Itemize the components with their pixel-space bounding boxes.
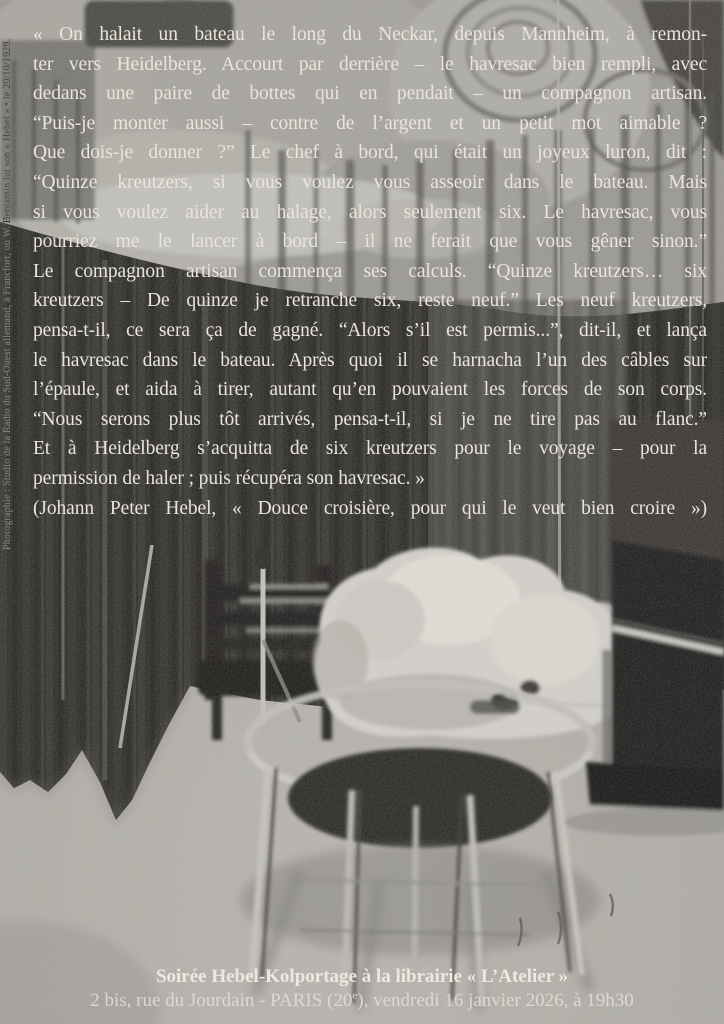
- arrondissement-superscript: e: [352, 989, 358, 1002]
- event-title: Soirée Hebel-Kolportage à la librairie « L’Atelier »: [155, 966, 569, 987]
- quote-line: “Quinze kreutzers, si vous voulez vous asseoir dans le bateau. Mais: [33, 171, 707, 193]
- address-prefix: 2 bis, rue du Jourdain - PARIS (20: [90, 990, 353, 1011]
- photo-credit: Photographie : Studio de la Radio du Sud-Ouest allemand, à Francfort, où W. Benjamin lut son « Hebel » • le 20/10/1929.: [2, 38, 13, 550]
- quote-line: Que dois-je donner ?” Le chef à bord, qui était un joyeux luron, dit :: [33, 142, 707, 164]
- quote-attribution: (Johann Peter Hebel, « Douce croisière, pour qui le veut bien croire »): [33, 497, 707, 519]
- quote-line: Et à Heidelberg s’acquitta de six kreutzers pour le voyage – pour la: [33, 438, 707, 460]
- event-address-date: [0, 989, 724, 1012]
- quote-line: l’épaule, et aida à tirer, autant qu’en pouvaient les forces de son corps.: [33, 379, 707, 401]
- address-suffix: ), vendredi 16 janvier 2026, à 19h30: [357, 990, 634, 1011]
- quote-block: [33, 20, 707, 523]
- quote-line: kreutzers – De quinze je retranche six, reste neuf.” Les neuf kreutzers,: [33, 290, 707, 312]
- quote-line: pensa-t-il, ce sera ça de gagné. “Alors s’il est permis...”, dit-il, et lança: [33, 319, 707, 341]
- quote-line: ter vers Heidelberg. Accourt par derrière – le havresac bien rempli, avec: [33, 53, 707, 75]
- quote-line: le havresac dans le bateau. Après quoi il se harnacha l’un des câbles sur: [33, 349, 707, 371]
- quote-line: pourriez me le lancer à bord – il ne ferait que vous gêner sinon.”: [33, 231, 707, 253]
- quote-line: “Nous serons plus tôt arrivés, pensa-t-il, si je ne tire pas au flanc.”: [33, 408, 707, 430]
- quote-line: Le compagnon artisan commença ses calculs. “Quinze kreutzers… six: [33, 260, 707, 282]
- quote-line: permission de haler ; puis récupéra son havresac. »: [33, 467, 425, 489]
- quote-line: “Puis-je monter aussi – contre de l’argent et un petit mot aimable ?: [33, 112, 707, 134]
- quote-line: dedans une paire de bottes qui en pendait – un compagnon artisan.: [33, 83, 707, 105]
- event-footer: [0, 965, 724, 1012]
- quote-line: « On halait un bateau le long du Neckar, depuis Mannheim, à remon-: [33, 24, 707, 45]
- quote-line: si vous voulez aider au halage, alors seulement six. Le havresac, vous: [33, 201, 707, 223]
